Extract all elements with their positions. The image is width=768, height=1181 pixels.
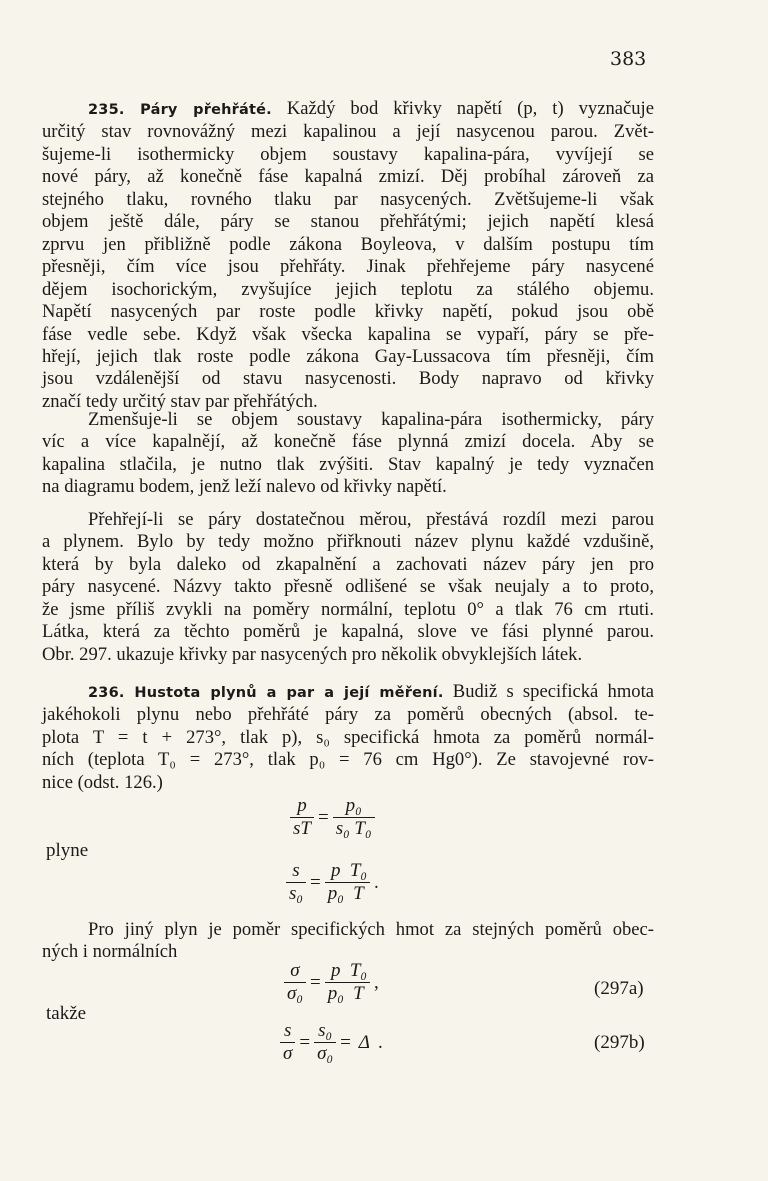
label-plyne: plyne	[46, 840, 89, 861]
text-line: fáse vedle sebe. Když však všecka kapalina se vypaří, páry se pře-	[42, 323, 654, 345]
equation-ideal-gas: $\frac{p}{sT}$ = $\frac{\text{p₀}}{\text{s₀ T₀}}$	[290, 795, 375, 840]
fraction: $\frac{p}{sT}$	[290, 795, 314, 840]
text-line: šujeme-li isothermicky objem soustavy kapalina-pára, vyvíjejí se	[42, 143, 654, 165]
text-line: Pro jiný plyn je poměr specifických hmot za stejných poměrů obec-	[88, 919, 654, 940]
paragraph-3	[42, 509, 654, 666]
equation-number-297a: (297a)	[594, 978, 644, 999]
text-line: jakéhokoli plynu nebo přehřáté páry za poměrů obecných (absol. te-	[42, 704, 654, 726]
equation-297a: $\frac{\sigma}{\text{σ₀}}$ = $\frac{p}{\text{p₀}}$ $\frac{\text{T₀}}{T}$ ,	[284, 960, 383, 1005]
paragraph-2	[42, 409, 654, 499]
section-236	[42, 681, 654, 794]
text-line: určitý stav rovnovážný mezi kapalinou a její nasycenou parou. Zvět-	[42, 121, 654, 143]
fraction: $\frac{s}{\text{s₀}}$	[286, 860, 306, 905]
text-line: ních (teplota T₀ = 273°, tlak p₀ = 76 cm Hg0°). Ze stavojevné rov-	[42, 749, 654, 771]
text-line: zprvu jen přibližně podle zákona Boyleova, v dalším postupu tím	[42, 233, 654, 255]
text-line: že jsme příliš zvykli na poměry normální, teplotu 0° a tlak 76 cm rtuti.	[42, 598, 654, 620]
text-line: která by byla daleko od zkapalnění a zachovati název páry jen pro	[42, 553, 654, 575]
text-line: objem ještě dále, páry se stanou přehřátými; jejich napětí klesá	[42, 211, 654, 233]
text-line: Látka, která za těchto poměrů je kapalná, slove ve fási plynné parou.	[42, 621, 654, 643]
text-line: víc a více kapalnějí, až konečně fáse plynná zmizí docela. Aby se	[42, 431, 654, 453]
text-line: 235. Páry přehřáté. Každý bod křivky napětí (p, t) vyznačuje	[88, 98, 654, 119]
text-line: Přehřejí-li se páry dostatečnou měrou, přestává rozdíl mezi parou	[88, 509, 654, 530]
fraction: $\frac{\text{s₀}}{\text{σ₀}}$	[314, 1020, 336, 1065]
text-line: nové páry, až konečně fáse kapalná zmizí. Děj probíhal zároveň za	[42, 166, 654, 188]
section-heading: 235. Páry přehřáté.	[88, 102, 272, 118]
paragraph-5	[42, 919, 654, 964]
text-line: stejného tlaku, rovného tlaku par nasycených. Zvětšujeme-li však	[42, 188, 654, 210]
text-line: páry nasycené. Názvy takto přesně odlišené se však neujaly a to proto,	[42, 576, 654, 598]
text-line: dějem isochorickým, zvyšujíce jejich teplotu za stálého objemu.	[42, 278, 654, 300]
equation-density-ratio: $\frac{s}{\text{s₀}}$ = $\frac{p}{\text{p₀}}$ $\frac{\text{T₀}}{T}$ .	[286, 860, 383, 905]
text-line: a plynem. Bylo by tedy možno přiřknouti název plynu každé vzdušině,	[42, 531, 654, 553]
section-heading: 236. Hustota plynů a par a její měření.	[88, 685, 444, 701]
text-line: kapalina stlačila, je nutno tlak zvýšiti. Stav kapalný je tedy vyznačen	[42, 453, 654, 475]
text-line: Napětí nasycených par roste podle křivky napětí, pokud jsou obě	[42, 301, 654, 323]
text-line: nice (odst. 126.)	[42, 771, 163, 793]
text-line: Zmenšuje-li se objem soustavy kapalina-pára isothermicky, páry	[88, 409, 654, 430]
text-line: ných i normálních	[42, 941, 178, 963]
equation-297b: $\frac{s}{\sigma}$ = $\frac{\text{s₀}}{\text{σ₀}}$ = Δ .	[280, 1020, 387, 1065]
page-number: 383	[610, 48, 647, 70]
fraction: $\frac{\text{T₀}}{T}$	[347, 860, 370, 905]
fraction: $\frac{p}{\text{p₀}}$	[325, 960, 347, 1005]
text-line: 236. Hustota plynů a par a její měření. Budiž s specifická hmota	[88, 681, 655, 702]
section-235	[42, 98, 654, 413]
fraction: $\frac{\text{p₀}}{\text{s₀ T₀}}$	[333, 795, 375, 840]
fraction: $\frac{\sigma}{\text{σ₀}}$	[284, 960, 306, 1005]
text-line: na diagramu bodem, jenž leží nalevo od křivky napětí.	[42, 476, 447, 498]
fraction: $\frac{p}{\text{p₀}}$	[325, 860, 347, 905]
text-line: plota T = t + 273°, tlak p), s₀ specifická hmota za poměrů normál-	[42, 726, 654, 748]
fraction: $\frac{\text{T₀}}{T}$	[347, 960, 370, 1005]
text-line: přesněji, čím více jsou přehřáty. Jinak přehřejeme páry nasycené	[42, 256, 654, 278]
text-line: jsou vzdálenější od stavu nasycenosti. Body napravo od křivky	[42, 368, 654, 390]
fraction: $\frac{s}{\sigma}$	[280, 1020, 295, 1065]
equation-number-297b: (297b)	[594, 1032, 645, 1053]
text-line: hřejí, jejich tlak roste podle zákona Gay-Lussacova tím přesněji, čím	[42, 345, 654, 367]
label-takze: takže	[46, 1003, 87, 1024]
text-line: Obr. 297. ukazuje křivky par nasycených pro několik obvyklejších látek.	[42, 643, 583, 665]
text-line: značí tedy určitý stav par přehřátých.	[42, 390, 318, 412]
